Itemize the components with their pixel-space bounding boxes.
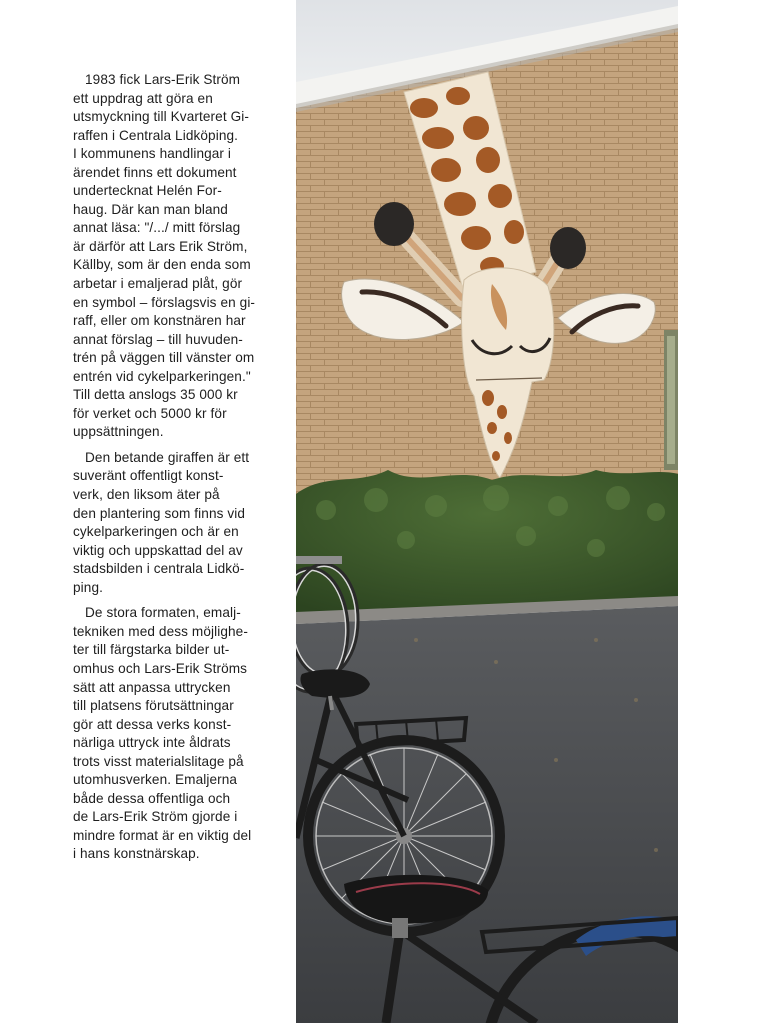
text-line: viktig och uppskattad del av [73, 542, 243, 558]
text-line: entrén vid cykelparkeringen." [73, 368, 251, 384]
text-line: till platsens förutsättningar [73, 698, 234, 714]
text-line: raff, eller om konstnären har [73, 313, 246, 329]
text-line: gör att dessa verks konst- [73, 716, 232, 732]
text-line: för verket och 5000 kr för [73, 405, 227, 421]
text-line: ter till färgstarka bilder ut- [73, 642, 230, 658]
text-line: ping. [73, 579, 103, 595]
text-line: tekniken med dess möjlighe- [73, 623, 248, 639]
text-line: uppsättningen. [73, 424, 164, 440]
text-line: ärendet finns ett dokument [73, 164, 237, 180]
text-line: utomhusverken. Emaljerna [73, 772, 238, 788]
text-line: Till detta anslogs 35 000 kr [73, 387, 238, 403]
text-line: Den betande giraffen är ett [85, 449, 250, 465]
text-line: sätt att anpassa uttrycken [73, 679, 231, 695]
text-line: stadsbilden i centrala Lidkö- [73, 561, 245, 577]
text-line: De stora formaten, emalj- [85, 605, 241, 621]
paragraph-1 [73, 71, 287, 442]
text-line: I kommunens handlingar i [73, 146, 232, 162]
text-line: både dessa offentliga och [73, 790, 231, 806]
text-line: annat läsa: "/.../ mitt förslag [73, 220, 241, 236]
text-line: de Lars-Erik Ström gjorde i [73, 809, 238, 825]
text-line: utsmyckning till Kvarteret Gi- [73, 109, 249, 125]
paragraph-2 [73, 449, 287, 597]
text-line: omhus och Lars-Erik Ströms [73, 660, 248, 676]
paragraph-3 [73, 604, 287, 864]
text-line: suveränt offentligt konst- [73, 468, 224, 484]
text-line: Källby, som är den enda som [73, 257, 251, 273]
text-line: den plantering som finns vid [73, 505, 246, 521]
text-line: är därför att Lars Erik Ström, [73, 238, 248, 254]
text-line: ett uppdrag att göra en [73, 90, 213, 106]
text-line: annat förslag – till huvuden- [73, 331, 243, 347]
text-line: en symbol – förslagsvis en gi- [73, 294, 256, 310]
text-line: raffen i Centrala Lidköping. [73, 127, 239, 143]
text-line: närliga uttryck inte åldrats [73, 735, 231, 751]
article-text [73, 71, 287, 871]
text-line: i hans konstnärskap. [73, 846, 200, 862]
text-line: cykelparkeringen och är en [73, 524, 239, 540]
text-line: verk, den liksom äter på [73, 487, 220, 503]
text-line: 1983 fick Lars-Erik Ström [85, 72, 241, 87]
text-line: undertecknat Helén For- [73, 183, 222, 199]
text-line: arbetar i emaljerad plåt, gör [73, 276, 243, 292]
text-line: trots visst materialslitage på [73, 753, 244, 769]
text-line: haug. Där kan man bland [73, 201, 228, 217]
text-line: mindre format är en viktig del [73, 827, 252, 843]
giraffe-photo [296, 0, 678, 1023]
text-line: trén på väggen till vänster om [73, 350, 255, 366]
